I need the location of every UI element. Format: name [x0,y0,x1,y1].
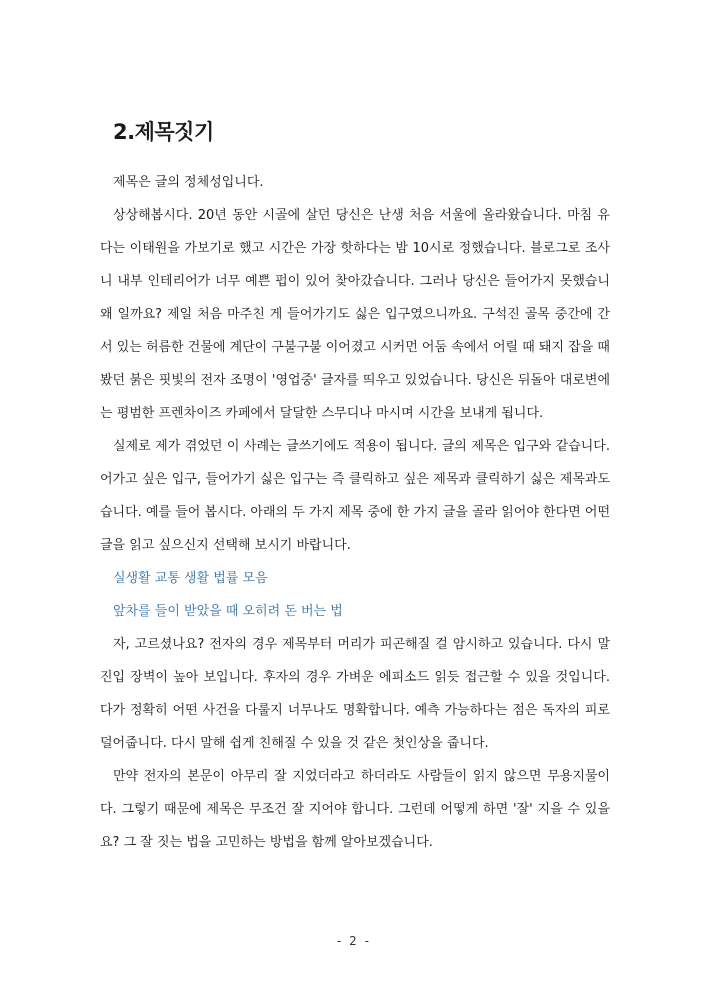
example-title-line: 앞차를 들이 받았을 때 오히려 돈 버는 법 [113,604,343,619]
body-text-line: 왜 일까요? 제일 처음 마주친 게 들어가기도 싫은 입구였으니까요. 구석진 골목 중간에 간 [100,307,610,322]
body-text-line: 덜어줍니다. 다시 말해 쉽게 친해질 수 있을 것 같은 첫인상을 줍니다. [100,736,489,751]
body-text-line: 요? 그 잘 짓는 법을 고민하는 방법을 함께 알아보겠습니다. [100,835,433,850]
example-title-line: 실생활 교통 생활 법률 모음 [113,571,268,586]
body-text-line: 진입 장벽이 높아 보입니다. 후자의 경우 가벼운 에피소드 읽듯 접근할 수 있을 것입니다. [100,670,610,685]
body-text-line: 다. 그렇기 때문에 제목은 무조건 잘 지어야 합니다. 그런데 어떻게 하면 '잘' 지을 수 있을 [100,802,610,817]
body-text-line: 만약 전자의 본문이 아무리 잘 지었더라고 하더라도 사람들이 읽지 않으면 무용지물이 [113,769,610,784]
body-text-line: 다가 정확히 어떤 사건을 다룰지 너무나도 명확합니다. 예측 가능하다는 점은 독자의 피로 [100,703,610,718]
body-text-line: 실제로 제가 겪었던 이 사례는 글쓰기에도 적용이 됩니다. 글의 제목은 입구와 같습니다. [113,439,610,454]
body-text-line: 니 내부 인테리어가 너무 예쁜 펍이 있어 찾아갔습니다. 그러나 당신은 들어가지 못했습니 [100,274,610,289]
body-text-line: 글을 읽고 싶으신지 선택해 보시기 바랍니다. [100,538,351,553]
body-text-line: 봤던 붉은 핏빛의 전자 조명이 '영업중' 글자를 띄우고 있었습니다. 당신은 뒤돌아 대로변에 [100,373,610,388]
body-text-line: 서 있는 허름한 건물에 계단이 구불구불 이어졌고 시커먼 어둠 속에서 어릴 때 돼지 잡을 때 [100,340,610,355]
body-text [100,166,610,859]
body-text-line: 자, 고르셨나요? 전자의 경우 제목부터 머리가 피곤해질 걸 암시하고 있습니다. 다시 말 [113,637,610,652]
body-text-line: 어가고 싶은 입구, 들어가기 싫은 입구는 즉 클릭하고 싶은 제목과 클릭하기 싫은 제목과도 [100,472,610,487]
body-text-line: 습니다. 예를 들어 봅시다. 아래의 두 가지 제목 중에 한 가지 글을 골라 읽어야 한다면 어떤 [100,505,610,520]
body-text-line: 상상해봅시다. 20년 동안 시골에 살던 당신은 난생 처음 서울에 올라왔습니다. 마침 유 [113,208,610,223]
body-text-line: 는 평범한 프렌차이즈 카페에서 달달한 스무디나 마시며 시간을 보내게 됩니다. [100,406,544,421]
section-heading: 2.제목짓기 [113,120,214,144]
page-number: - 2 - [337,934,371,948]
body-text-line: 제목은 글의 정체성입니다. [113,175,264,190]
body-text-line: 다는 이태원을 가보기로 했고 시간은 가장 핫하다는 밤 10시로 정했습니다. 블로그로 조사 [100,241,610,256]
